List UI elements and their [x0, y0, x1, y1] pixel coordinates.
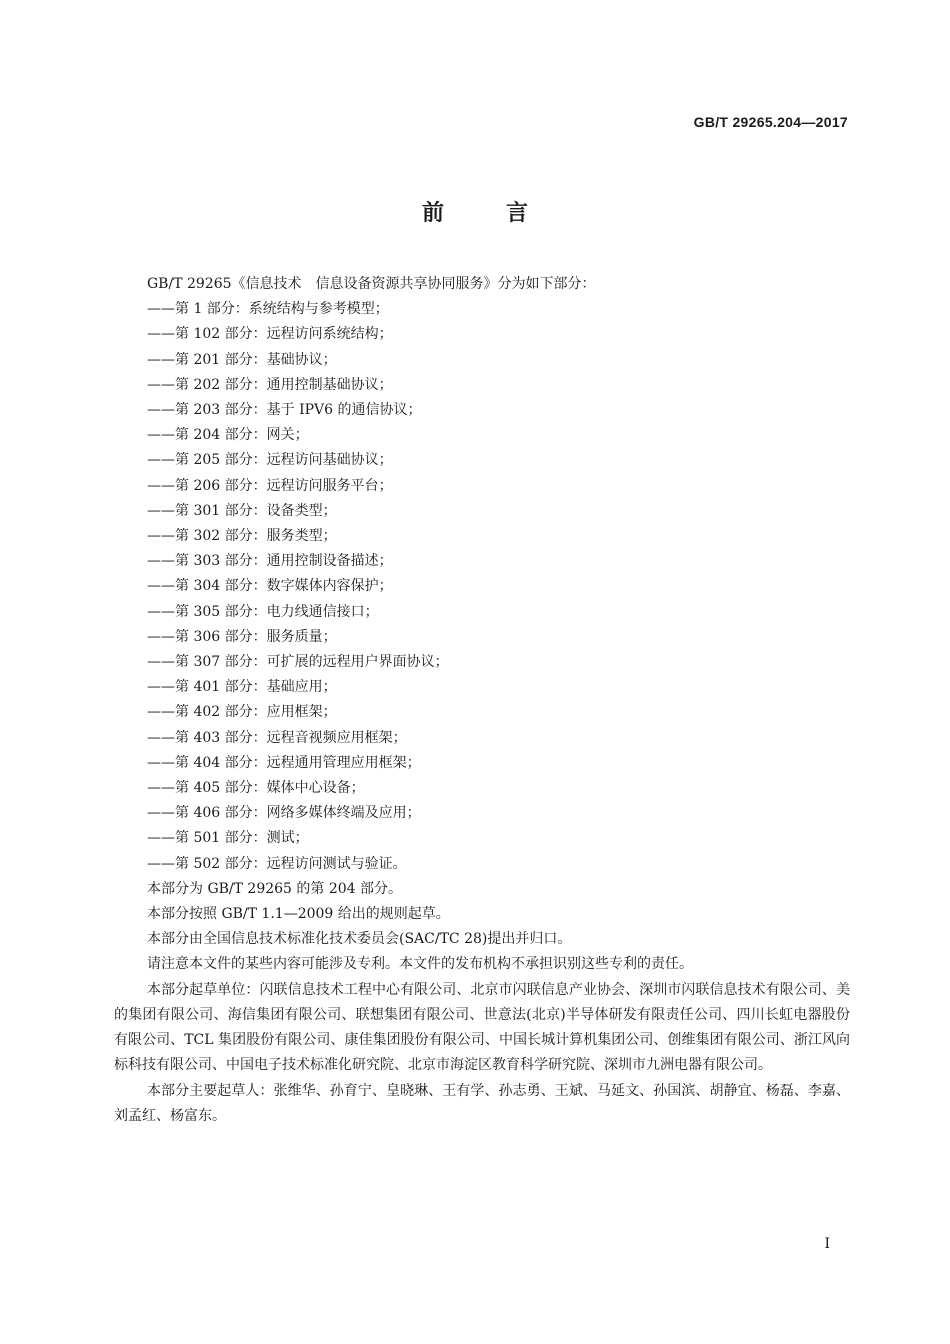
- list-item: ——第 201 部分：基础协议；: [147, 351, 337, 368]
- list-item: ——第 301 部分：设备类型；: [147, 502, 337, 519]
- list-item: ——第 307 部分：可扩展的远程用户界面协议；: [147, 654, 449, 671]
- list-item: ——第 402 部分：应用框架；: [147, 704, 337, 721]
- intro-paragraph: GB/T 29265《信息技术 信息设备资源共享协同服务》分为如下部分：: [147, 276, 596, 292]
- list-item: ——第 502 部分：远程访问测试与验证。: [147, 855, 407, 872]
- list-item: ——第 204 部分：网关；: [147, 427, 309, 444]
- document-body: [114, 272, 850, 1129]
- list-item: ——第 304 部分：数字媒体内容保护；: [147, 578, 393, 595]
- list-item: ——第 206 部分：远程访问服务平台；: [147, 477, 393, 494]
- list-item: ——第 405 部分：媒体中心设备；: [147, 780, 365, 797]
- parts-list: [114, 297, 850, 877]
- list-item: ——第 203 部分：基于 IPV6 的通信协议；: [147, 402, 422, 419]
- part-number-paragraph: 本部分为 GB/T 29265 的第 204 部分。: [147, 880, 403, 897]
- drafters-paragraph: 本部分主要起草人：张维华、孙育宁、皇晓琳、王有学、孙志勇、王斌、马延文、孙国滨、胡静宜、杨磊、李嘉、刘孟红、杨富东。: [114, 1082, 850, 1124]
- list-item: ——第 102 部分：远程访问系统结构；: [147, 326, 393, 343]
- drafting-units-paragraph: 本部分起草单位：闪联信息技术工程中心有限公司、北京市闪联信息产业协会、深圳市闪联信息技术有限公司、美的集团有限公司、海信集团有限公司、联想集团有限公司、世意法(北京)半导体研发有限责任公司、四川长虹电器股份有限公司、TCL 集团股份有限公司、康佳集团股份有限公司、中国长城计算机集团公司、创维集团有限公司、浙江风向标科技有限公司、中国电子技术标准化研究院、北京市海淀区教育科学研究院、深圳市九洲电器有限公司。: [114, 981, 850, 1074]
- list-item: ——第 302 部分：服务类型；: [147, 528, 337, 545]
- list-item: ——第 303 部分：通用控制设备描述；: [147, 553, 393, 570]
- list-item: ——第 404 部分：远程通用管理应用框架；: [147, 754, 421, 771]
- page-title: 前言: [421, 201, 590, 226]
- list-item: ——第 306 部分：服务质量；: [147, 628, 337, 645]
- drafting-rules-paragraph: 本部分按照 GB/T 1.1—2009 给出的规则起草。: [147, 906, 450, 923]
- list-item: ——第 1 部分：系统结构与参考模型；: [147, 301, 389, 318]
- list-item: ——第 501 部分：测试；: [147, 830, 309, 847]
- list-item: ——第 401 部分：基础应用；: [147, 679, 337, 696]
- page-number: I: [824, 1236, 830, 1252]
- list-item: ——第 403 部分：远程音视频应用框架；: [147, 729, 407, 746]
- list-item: ——第 406 部分：网络多媒体终端及应用；: [147, 805, 421, 822]
- standard-code: GB/T 29265.204—2017: [693, 114, 848, 130]
- list-item: ——第 205 部分：远程访问基础协议；: [147, 452, 393, 469]
- list-item: ——第 305 部分：电力线通信接口；: [147, 603, 379, 620]
- proposer-paragraph: 本部分由全国信息技术标准化技术委员会(SAC/TC 28)提出并归口。: [147, 931, 572, 948]
- list-item: ——第 202 部分：通用控制基础协议；: [147, 376, 393, 393]
- patent-notice-paragraph: 请注意本文件的某些内容可能涉及专利。本文件的发布机构不承担识别这些专利的责任。: [147, 956, 693, 973]
